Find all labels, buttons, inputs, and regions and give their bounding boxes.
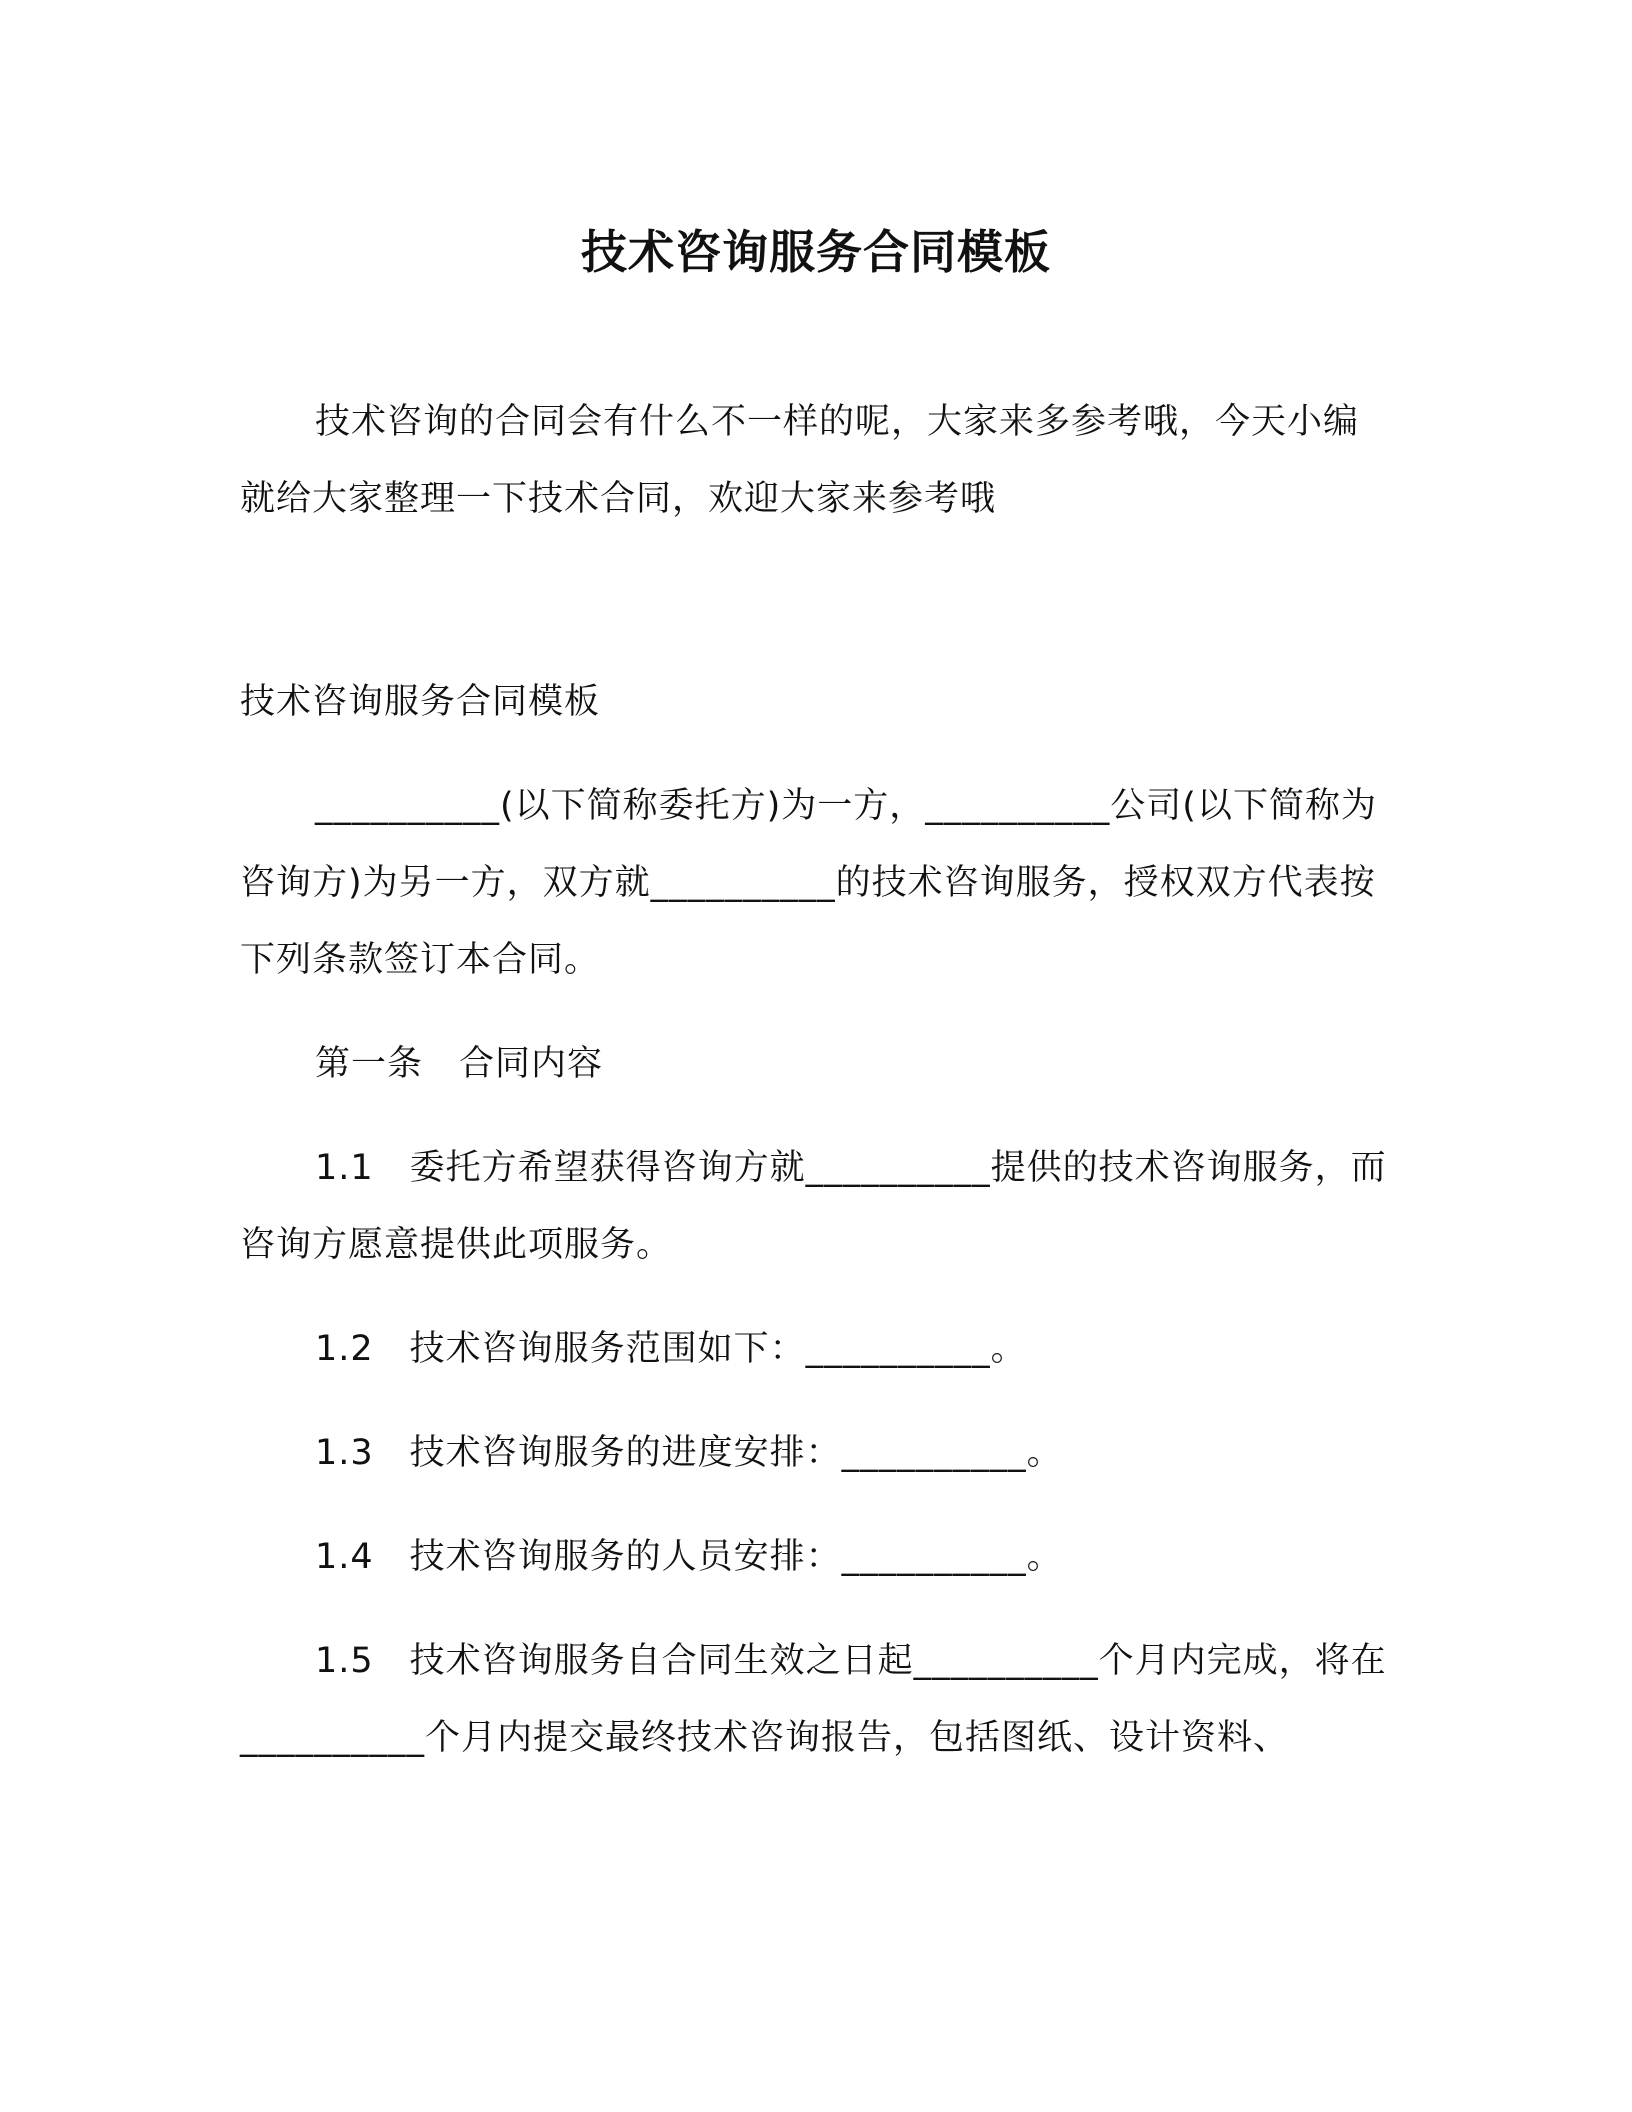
- clause-1-4: 1.4 技术咨询服务的人员安排：__________。: [315, 1537, 1063, 1577]
- parties-paragraph: __________(以下简称委托方)为一方，__________公司(以下简称为咨询方)为另一方，双方就__________的技术咨询服务，授权双方代表按下列条款签订本合同。: [240, 786, 1377, 980]
- clause-1-2: 1.2 技术咨询服务范围如下：__________。: [315, 1329, 1027, 1369]
- clause-1-5: 1.5 技术咨询服务自合同生效之日起__________个月内完成，将在__________个月内提交最终技术咨询报告，包括图纸、设计资料、: [240, 1641, 1387, 1758]
- article-heading: 第一条 合同内容: [315, 1044, 604, 1084]
- contract-subtitle: 技术咨询服务合同模板: [240, 682, 601, 722]
- clause-1-3: 1.3 技术咨询服务的进度安排：__________。: [315, 1433, 1063, 1473]
- intro-paragraph: 技术咨询的合同会有什么不一样的呢，大家来多参考哦，今天小编就给大家整理一下技术合同，欢迎大家来参考哦: [240, 402, 1360, 519]
- clause-1-1: 1.1 委托方希望获得咨询方就__________提供的技术咨询服务，而咨询方愿意提供此项服务。: [240, 1148, 1387, 1265]
- document-title: 技术咨询服务合同模板: [581, 225, 1051, 279]
